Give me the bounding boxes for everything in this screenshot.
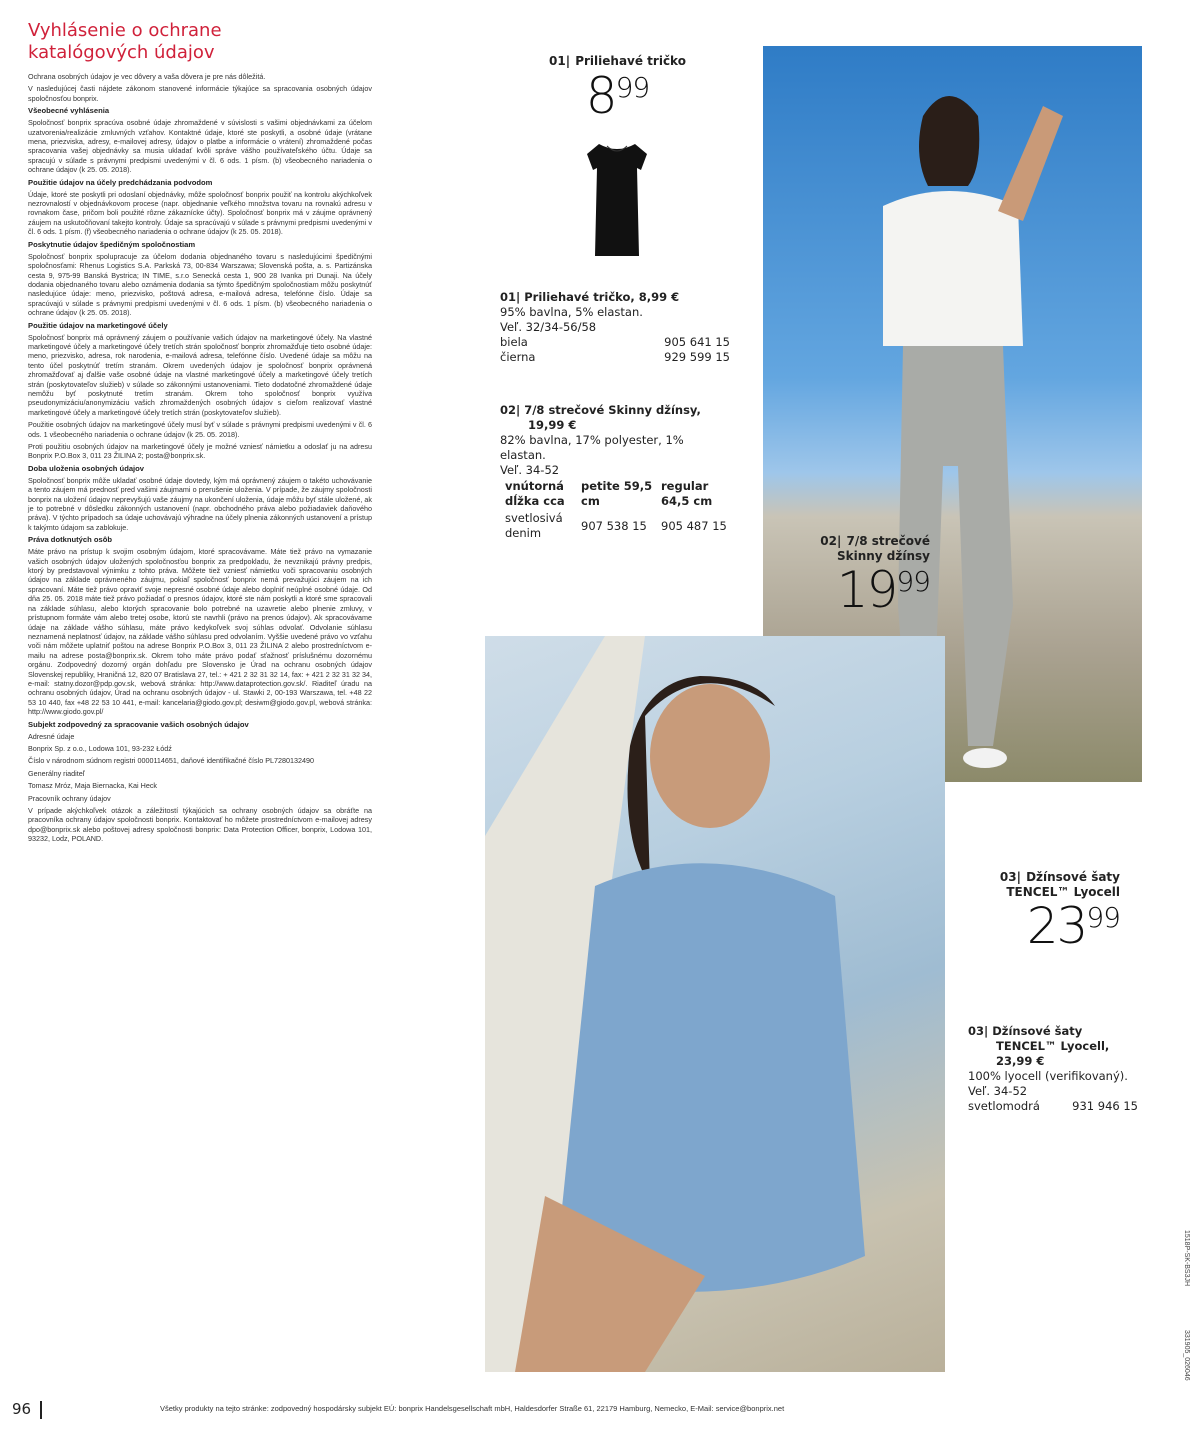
catalog-code: 1518P-SK-BS3JH xyxy=(1183,1230,1190,1287)
section-heading: Použitie údajov na marketingové účely xyxy=(28,320,168,330)
product-1-name: Priliehavé tričko xyxy=(575,54,686,68)
section-text: Údaje, ktoré ste poskytli pri odoslaní objednávky, môže spoločnosť bonprix použiť na kontrolu akýchkoľvek nezrovnalostí v objednávkovom procese (napr. objednanie veľkého množstva tovaru na rovnakú adresu v rovnakom čase, pričom boli použité rôzne zákaznícke účty). Spoločnosť bonprix má v záujme oprávnený záujem na uskutočňovaní takejto kontroly. Údaje sa spracúvajú v súlade s právnymi predpismi uvedenými v čl. 6 ods. 1 písm. (f) všeobecného nariadenia o ochrane údajov (k 25. 05. 2018). xyxy=(28,189,372,237)
divider-bar: | xyxy=(984,1024,993,1038)
product-2-length-table xyxy=(500,479,730,541)
section-text: Číslo v národnom súdnom registri 0000114651, daňové identifikačné číslo PL7280132490 xyxy=(28,756,314,766)
section-text: Spoločnosť bonprix môže ukladať osobné údaje dovtedy, kým má oprávnený záujem o takéto uchovávanie a tento záujem má prednosť pred vašimi záujmami o prerušenie uloženia. V prípade, že záujmy spoločnosti bonprix na uložení údajov neprevyšujú vaše záujmy na ukončení uloženia, údaje môžu byť stále uložené, ak je to potrebné v dôsledku zákonných ustanovení (napr. obchodného práva alebo požiadaviek daňového práva). V týchto prípadoch sa údaje uchovávajú výhradne na účely plnenia zákonných ustanovení a prístup k takýmto údajom sa zablokuje. xyxy=(28,475,372,532)
product-1-detail-title xyxy=(500,290,730,305)
product-3-detail-name-2: TENCEL™ Lyocell, xyxy=(996,1039,1110,1053)
order-code: 907 538 15 xyxy=(581,519,647,533)
privacy-notice xyxy=(28,20,372,847)
section-heading: Všeobecné vyhlásenia xyxy=(28,106,110,116)
section-heading: Práva dotknutých osôb xyxy=(28,535,112,545)
product-3-sizes: Veľ. 34-52 xyxy=(968,1084,1028,1098)
order-code: 929 599 15 xyxy=(664,350,730,364)
product-3-title-line xyxy=(960,866,1120,885)
product-1-number: 01 xyxy=(549,54,566,68)
length-petite: petite 59,5 cm xyxy=(581,479,653,508)
privacy-body xyxy=(28,72,372,844)
product-3-number: 03 xyxy=(968,1024,985,1038)
product-2-header xyxy=(790,530,930,619)
product-1-material: 95% bavlna, 5% elastan. xyxy=(500,305,643,319)
product-3-header xyxy=(960,866,1120,955)
divider-bar: | xyxy=(516,403,525,417)
product-3-detail-name: Džínsové šaty xyxy=(992,1024,1083,1038)
tshirt-image xyxy=(585,140,649,258)
section-text: Tomasz Mróz, Maja Biernacka, Kai Heck xyxy=(28,781,158,791)
product-2-details xyxy=(500,403,730,541)
price-main: 8 xyxy=(585,67,616,125)
product-1-color-row xyxy=(500,350,730,365)
price-cents: 99 xyxy=(896,565,930,598)
section-text: Proti použitiu osobných údajov na marketingové účely je možné vzniesť námietku a odoslať ju na adresu Bonprix P.O.Box 3, 011 23 ŽILINA 2; posta@bonprix.sk. xyxy=(28,442,372,461)
color-name: svetlosivá denim xyxy=(505,511,563,540)
length-label: vnútorná dĺžka cca xyxy=(505,479,565,508)
section-text: Spoločnosť bonprix má oprávnený záujem o používanie vašich údajov na marketingové účely. Na vlastné marketingové účely a marketingové účely tretích strán spoločnosť bonprix zhromažďuje tieto osobné údaje: meno, priezvisko, adresa, rok narodenia, e-mailová adresa, telefónne číslo. Uvedené údaje sa môžu na tento účel poskytnúť tretím stranám. Okrem uvedených údajov je spoločnosť bonprix oprávnená zhromažďovať aj ďalšie vaše osobné údaje na vlastné marketingové účely a marketingové účely tretích strán (poskytovateľov služieb) v súlade so zákonnými ustanoveniami. Tieto dodatočné zhromaždené údaje nemôžu byť poskytnuté tretím stranám. Okrem toho spoločnosť bonprix využíva pseudonymizáciu/anonymizáciu vašich zhromaždených osobných údajov s cieľom realizovať vlastné marketingové účely a marketingové účely tretích strán (poskytovateľov služieb). xyxy=(28,332,372,417)
product-2-number: 02 xyxy=(820,534,837,548)
privacy-intro-1: Ochrana osobných údajov je vec dôvery a vaša dôvera je pre nás dôležitá. xyxy=(28,72,266,81)
product-1-details xyxy=(500,290,730,365)
footer-legal-text: Všetky produkty na tejto stránke: zodpovedný hospodársky subjekt EÚ: bonprix Handelsgesellschaft mbH, Haldesdorfer Straße 61, 22179 Hamburg, Nemecko, E-Mail: service@bonprix.net xyxy=(160,1404,785,1413)
product-3-name-line2: TENCEL™ Lyocell xyxy=(1006,885,1120,899)
section-text: Spoločnosť bonprix spolupracuje za účelom dodania objednaného tovaru s nasledujúcimi špedičnými spoločnosťami: Rhenus Logistics S.A. Parkská 73, 00-834 Warszawa; Slovenská pošta, a. s. Partizánska cesta 9, 975-99 Banská Bystrica; IN TIME, s.r.o Senecká cesta 1, 900 28 Ivanka pri Dunaji. Na účely dodania objednaného tovaru alebo oznámenia dodania sa týmto špedičným spoločnostiam môžu poskytnúť nasledujúce údaje: meno, priezvisko, poštová adresa, e-mailová adresa, telefónne číslo. Údaje sa spracúvajú v súlade s právnymi predpismi uvedenými v čl. 6 ods. 1 písm. (b) všeobecného nariadenia o ochrane údajov (k 25. 05. 2018). xyxy=(28,251,372,318)
section-heading: Poskytnutie údajov špedičným spoločnostiam xyxy=(28,239,196,249)
product-2-sizes: Veľ. 34-52 xyxy=(500,463,560,477)
product-2-detail-title xyxy=(500,403,730,418)
color-name: svetlomodrá xyxy=(968,1099,1040,1113)
section-text: Generálny riaditeľ xyxy=(28,768,85,778)
product-2-title-line xyxy=(790,530,930,549)
price-main: 23 xyxy=(1026,897,1087,955)
product-1-header xyxy=(540,50,695,125)
section-text: Použitie osobných údajov na marketingové účely musí byť v súlade s právnymi predpismi uvedenými v čl. 6 ods. 1 všeobecného nariadenia o ochrane údajov (k 25. 05. 2018). xyxy=(28,420,372,439)
product-3-details xyxy=(968,1024,1138,1114)
product-2-detail-price: 19,99 € xyxy=(528,418,577,432)
page-number-bar xyxy=(40,1401,42,1419)
color-name: biela xyxy=(500,335,528,349)
privacy-title-line2: katalógových údajov xyxy=(28,42,215,63)
section-text: V prípade akýchkoľvek otázok a záležitostí týkajúcich sa ochrany osobných údajov sa obráťte na pracovníka ochrany údajov spoločnosti bonprix. Kontaktovať ho môžete prostredníctvom e-mailovej adresy dpo@bonprix.sk alebo poštovej adresy spoločnosti bonprix: Data Protection Officer, bonprix, Lodowa 101, 93232, Lodz, POLAND. xyxy=(28,806,372,844)
product-3-detail-price: 23,99 € xyxy=(996,1054,1045,1068)
product-2-number: 02 xyxy=(500,403,517,417)
catalog-code-2: 331905_026046 xyxy=(1183,1330,1190,1381)
section-text: Bonprix Sp. z o.o., Lodowa 101, 93-232 Łódź xyxy=(28,743,172,753)
divider-bar: | xyxy=(837,534,842,548)
price-cents: 99 xyxy=(615,71,650,104)
product-2-name-line2: Skinny džínsy xyxy=(836,549,930,563)
product-3-color-row xyxy=(968,1099,1138,1114)
product-2-material: 82% bavlna, 17% polyester, 1% elastan. xyxy=(500,433,684,462)
order-code: 905 487 15 xyxy=(661,519,727,533)
section-text: Máte právo na prístup k svojim osobným údajom, ktoré spracovávame. Máte tiež právo na vymazanie vašich osobných údajov uložených spoločnosťou bonprix za predpokladu, že nevznikajú právny predpis, ktorý by predstavoval výnimku z tohto práva. Môžete tiež vzniesť námietku voči spracovaniu osobných údajov na základe oprávneného záujmu, pokiaľ spoločnosť bonprix nemá prevažujúci záujem na ich spracovaní. Máte tiež právo opraviť svoje nepresné osobné údaje alebo doplniť neúplné osobné údaje. Od dňa 25. 05. 2018 máte tiež právo požiadať o presnos údajov, ktoré ste nám poskytli a ktoré sme spracovali na základe súhlasu, alebo ktorých spracovanie bolo potrebné na uzavretie alebo plnenie zmluvy, v prístupnom formáte vám alebo tretej osobe, ktorú ste navrhli (právo na prenos údajov). Ak spracovávame údaje na základe vášho súhlasu, máte právo kedykoľvek svoj súhlas odvolať. Odvolanie súhlasu neznamená neplatnosť údajov, na základe vášho súhlasu pred odvolaním. Vyššie uvedené právo vo vzťahu voči nám môžete uplatniť poštou na adrese Bonprix P.O.Box 3, 011 23 ŽILINA 2 alebo prostredníctvom e-mailu na adrese posta@bonprix.sk. Okrem toho máte právo podať sťažnosť príslušnému dozornému orgánu. Zodpovedný dozorný orgán dohľadu pre Slovensko je Úrad na ochranu osobných údajov Slovenskej republiky, Hraničná 12, 820 07 Bratislava 27, tel.: + 421 2 32 31 32 14, fax: + 421 2 32 31 32 34, e-mail: statny.dozor@pdp.gov.sk, webová stránka: http://www.dataprotection.gov.sk/. Riaditeľ úradu na ochranu osobných údajov, Úrad na ochranu osobných údajov - ul. Stawki 2, 00-193 Warszawa, tel. +48 22 53 10 440, fax +48 22 53 10 441, e-mail: kancelaria@giodo.gov.pl; desiwm@giodo.gov.pl, webová stránka: http://www.giodo.gov.pl/ xyxy=(28,547,372,717)
product-3-price xyxy=(1026,897,1120,955)
product-3-detail-title xyxy=(968,1024,1138,1039)
page-footer xyxy=(0,1400,1200,1424)
product-1-sizes: Veľ. 32/34-56/58 xyxy=(500,320,597,334)
section-heading: Doba uloženia osobných údajov xyxy=(28,463,145,473)
section-text: Adresné údaje xyxy=(28,731,75,741)
price-main: 19 xyxy=(836,561,897,619)
product-2-price xyxy=(836,561,930,619)
model-photo-dress xyxy=(485,636,945,1372)
product-1-price xyxy=(585,67,650,125)
price-cents: 99 xyxy=(1086,901,1120,934)
product-1-number: 01 xyxy=(500,290,517,304)
order-code: 905 641 15 xyxy=(664,335,730,349)
order-code: 931 946 15 xyxy=(1072,1099,1138,1113)
divider-bar: | xyxy=(565,54,571,68)
product-1-title-line xyxy=(540,50,695,69)
divider-bar: | xyxy=(1016,870,1021,884)
privacy-title xyxy=(28,20,372,64)
product-2-name-line1: 7/8 strečové xyxy=(846,534,930,548)
page-number: 96 xyxy=(12,1400,32,1418)
section-heading: Použitie údajov na účely predchádzania podvodom xyxy=(28,177,213,187)
product-3-number: 03 xyxy=(999,870,1017,884)
product-2-detail-name: 7/8 strečové Skinny džínsy, xyxy=(524,403,701,417)
section-heading: Subjekt zodpovedný za spracovanie vašich osobných údajov xyxy=(28,719,249,729)
section-text: Pracovník ochrany údajov xyxy=(28,793,111,803)
divider-bar: | xyxy=(516,290,525,304)
product-1-color-row xyxy=(500,335,730,350)
privacy-intro-2: V nasledujúcej časti nájdete zákonom stanovené informácie týkajúce sa spracovania osobných údajov spoločnosťou bonprix. xyxy=(28,84,372,103)
product-3-name-line1: Džínsové šaty xyxy=(1026,870,1120,884)
product-3-material: 100% lyocell (verifikovaný). xyxy=(968,1069,1128,1083)
model-figure-dress xyxy=(485,636,945,1372)
product-1-detail-name: Priliehavé tričko, 8,99 € xyxy=(524,290,680,304)
color-name: čierna xyxy=(500,350,536,364)
section-text: Spoločnosť bonprix spracúva osobné údaje zhromaždené v súvislosti s vašimi objednávkami za účelom uzatvorenia/realizácie zmluvných vzťahov. Kontaktné údaje, ktoré ste poskytli, a osobné údaje (vrátane mena, priezviska, adresy, e-mailovej adresy, údajov o platbe a informácie o vrátení) zhromaždené počas spracovania vašej objednávky sa musia ukladať kvôli správe vášho používateľského účtu. Údaje sa spracujú v súlade s právnymi predpismi uvedenými v čl. 6 ods. 1 písm. (b) všeobecného nariadenia o ochrane údajov (k 25. 05. 2018). xyxy=(28,118,372,175)
privacy-title-line1: Vyhlásenie o ochrane xyxy=(28,20,222,41)
length-regular: regular 64,5 cm xyxy=(661,479,713,508)
